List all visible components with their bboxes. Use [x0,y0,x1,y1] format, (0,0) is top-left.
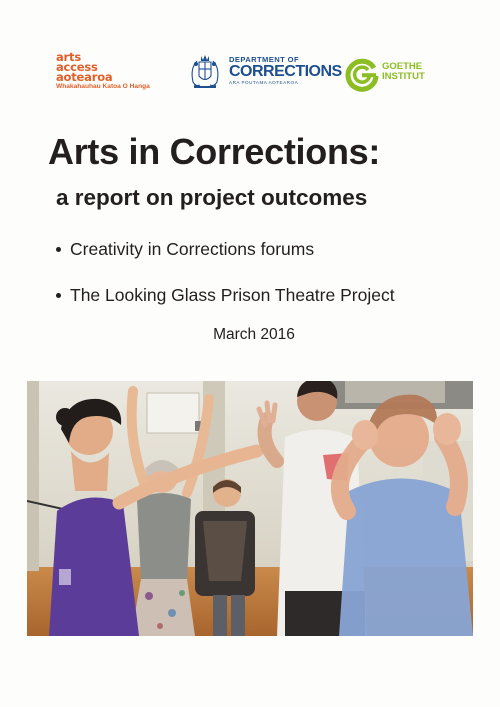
corrections-line1: DEPARTMENT OF [229,55,300,64]
department-of-corrections-logo [185,52,342,96]
goethe-line2: INSTITUT [382,71,425,82]
list-item-text: The Looking Glass Prison Theatre Project [70,285,395,305]
goethe-line1: GOETHE [382,61,423,72]
page-subtitle: a report on project outcomes [56,185,368,210]
bullet-icon [56,247,61,252]
list-item-text: Creativity in Corrections forums [70,239,315,259]
logo-word-arts: arts [56,50,81,64]
goethe-circle-icon [344,56,380,92]
logo-word-aotearoa: aotearoa [56,70,113,84]
corrections-line2: CORRECTIONS [229,63,342,80]
list-item [56,238,395,260]
arts-access-aotearoa-logo [56,52,156,98]
page-title: Arts in Corrections: [48,131,381,172]
nz-coat-of-arms-icon [185,52,225,92]
list-item [56,284,395,306]
theatre-workshop-photo [27,381,473,636]
logo-word-access: access [56,60,98,74]
goethe-institut-logo [344,56,434,96]
photo-illustration [27,381,473,636]
topic-list [56,238,395,306]
bullet-icon [56,293,61,298]
person-blue-shirt-foreground [339,395,473,636]
corrections-line3: ARA POUTAMA AOTEAROA [229,80,299,85]
logo-tagline: Whakahauhau Katoa O Hanga [56,83,150,90]
report-date: March 2016 [213,326,295,343]
